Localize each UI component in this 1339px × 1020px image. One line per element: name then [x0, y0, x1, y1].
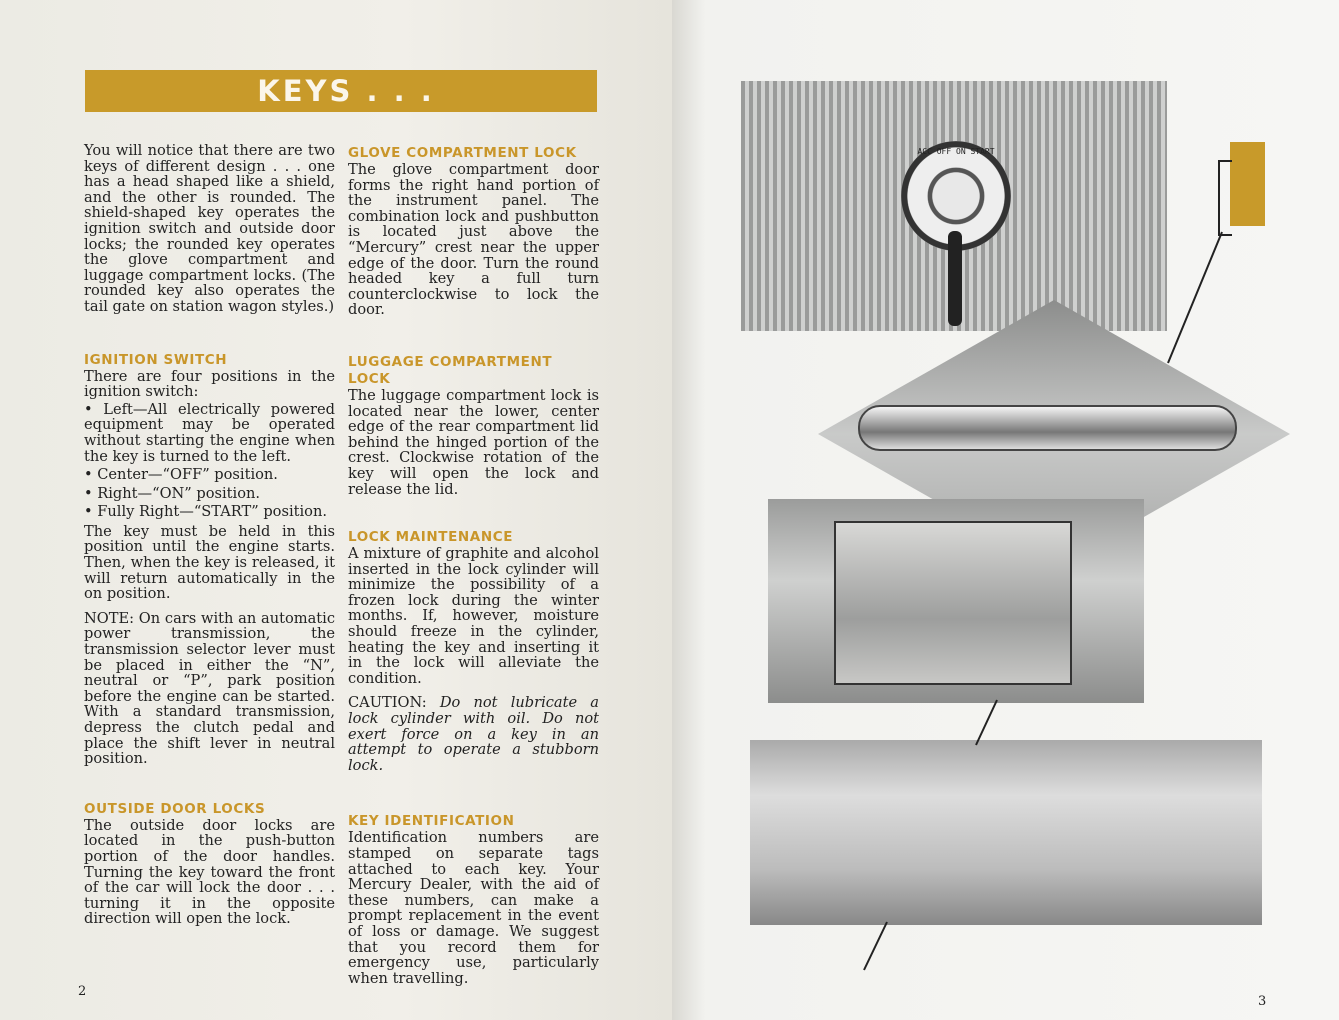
- caution-label: CAUTION:: [348, 694, 427, 712]
- leader-line: [864, 922, 887, 970]
- ignition-note: NOTE: On cars with an automatic power transmission, the transmission selector lever must be placed in either the “N”, neutral or “P”, park position before the engine can be started. With a standard transmission, depress the clutch pedal and place the shift lever in neutral position.: [84, 609, 335, 768]
- maintenance-heading: LOCK MAINTENANCE: [348, 529, 514, 546]
- dial-labels: ACC OFF ON START: [917, 147, 995, 156]
- list-item: • Center—“OFF” position.: [84, 466, 278, 484]
- luggage-body: The luggage compartment lock is located near the lower, center edge of the rear compartment lid behind the hinged portion of the crest. Clockwise rotation of the key will open the lock and release the lid.: [348, 386, 599, 498]
- outside-body: The outside door locks are located in the push-button portion of the door handles. Turning the key toward the front of the car will lock the door . . . turning it in the opposite direction will open the lock.: [84, 816, 335, 928]
- list-item: • Right—“ON” position.: [84, 484, 261, 502]
- page-title: KEYS . . .: [257, 74, 435, 108]
- maintenance-body: A mixture of graphite and alcohol inserted in the lock cylinder will minimize the possibility of a frozen lock during the winter months. If, however, moisture should freeze in the cylinder, heating the key and inserting it in the lock will alleviate the condition.: [348, 545, 599, 687]
- page-number-right: 3: [1258, 994, 1267, 1009]
- leader-line: [1168, 232, 1222, 363]
- caution-text: Do not lubricate a lock cylinder with oil. Do not exert force on a key in an attempt to operate a stubborn lock.: [348, 694, 599, 774]
- list-item: • Left—All electrically powered equipment may be operated without starting the engine when the key is turned to the left.: [84, 400, 335, 465]
- ignition-para: The key must be held in this position until the engine starts. Then, when the key is released, it will return automatically in the on position.: [84, 522, 335, 603]
- luggage-heading: LUGGAGE COMPARTMENT LOCK: [348, 353, 553, 387]
- list-item: • Fully Right—“START” position.: [84, 503, 327, 521]
- glove-heading: GLOVE COMPARTMENT LOCK: [348, 145, 577, 161]
- glove-body: The glove compartment door forms the right hand portion of the instrument panel. The combination lock and pushbutton is located just above the “Mercury” crest near the upper edge of the door. Turn the round headed key a full turn counterclockwise to lock the door.: [348, 161, 599, 319]
- key-id-body: Identification numbers are stamped on separate tags attached to each key. Your Mercury Dealer, with the aid of these numbers, can make a prompt replacement in the event of loss or damage. We suggest that you record them for emergency use, particularly when travelling.: [348, 829, 599, 987]
- outside-heading: OUTSIDE DOOR LOCKS: [84, 800, 266, 817]
- ignition-heading: IGNITION SWITCH: [84, 351, 228, 368]
- intro-text: You will notice that there are two keys of different design . . . one has a head shaped like a shield, and the other is rounded. The shield-shaped key operates the ignition switch and outside door locks; the rounded key operates the glove compartment and luggage compartment locks. (The rounded key also operates the tail gate on station wagon styles.): [84, 142, 335, 315]
- page-number-left: 2: [78, 984, 87, 999]
- key-id-heading: KEY IDENTIFICATION: [348, 813, 515, 830]
- ignition-intro: There are four positions in the ignition switch:: [84, 367, 335, 401]
- leader-line: [976, 700, 997, 745]
